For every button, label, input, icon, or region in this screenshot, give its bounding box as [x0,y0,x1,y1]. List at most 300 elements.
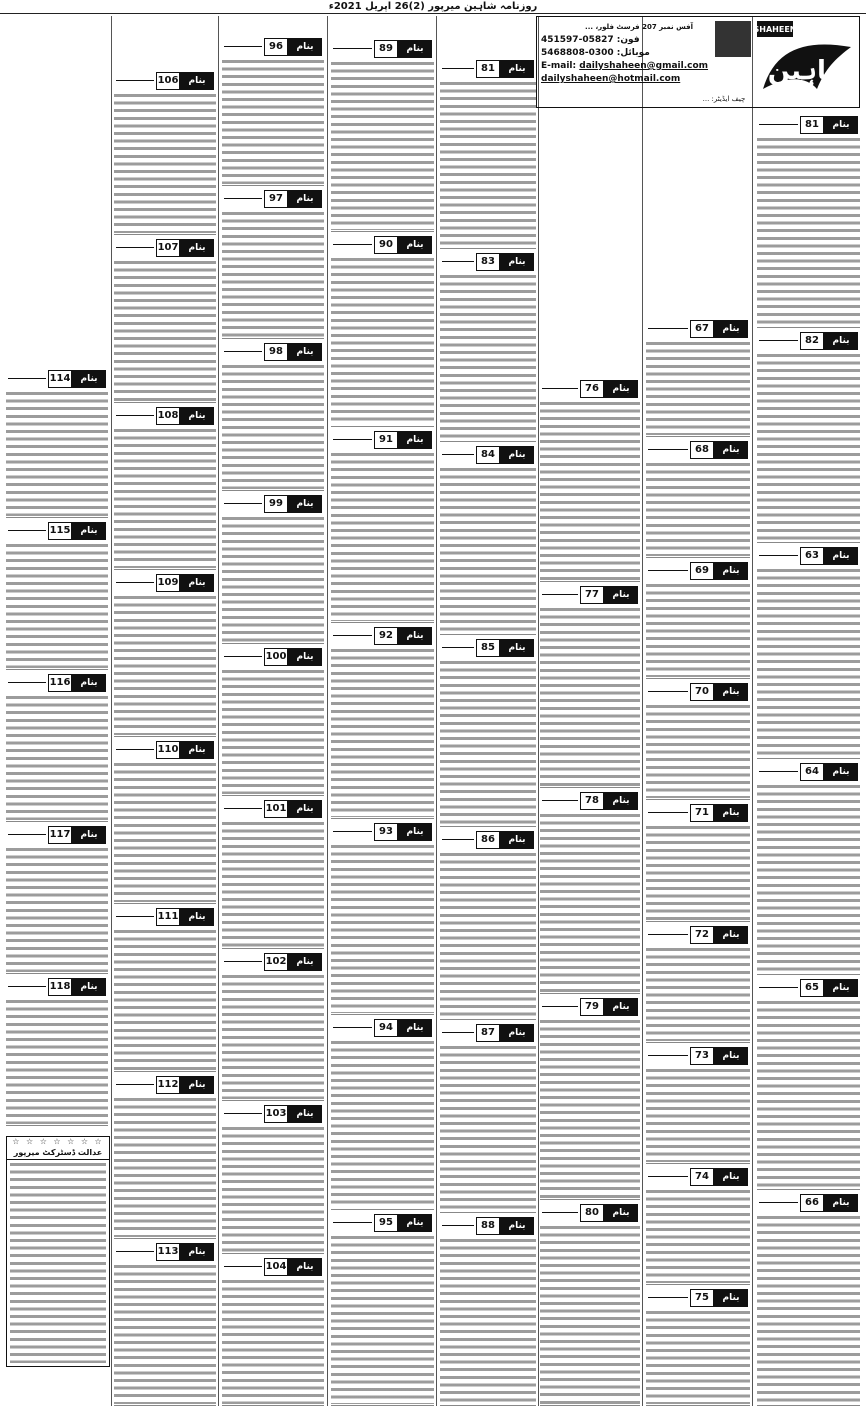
item-label: بنام [398,823,432,841]
item-header-rule [224,351,262,352]
item-header [800,115,858,135]
news-item [222,34,324,186]
item-header [156,907,214,927]
item-number: 64 [800,763,824,781]
item-body-text [114,429,216,568]
item-header [580,997,638,1017]
office-line: آفس نمبر 207 فرسٹ فلور، ... [585,23,693,31]
item-header [264,189,322,209]
item-number: 89 [374,40,398,58]
item-body-text [440,82,536,247]
column-6 [222,16,324,1406]
news-item [222,339,324,491]
item-header-rule [116,415,154,416]
item-header [690,1046,748,1066]
item-label: بنام [288,190,322,208]
column-5 [331,16,434,1406]
item-label: بنام [824,1194,858,1212]
news-item [646,316,750,437]
item-number: 110 [156,741,180,759]
item-header-rule [333,439,372,440]
item-body-text [646,1069,750,1162]
item-number: 102 [264,953,288,971]
item-header [580,791,638,811]
item-label: بنام [714,1289,748,1307]
item-header-rule [759,124,798,125]
news-item [331,427,434,623]
item-header [156,71,214,91]
item-header-rule [442,1032,474,1033]
item-header-rule [442,261,474,262]
notice-title: عدالت ڈسٹرکٹ میرپور [7,1146,109,1160]
item-body-text [222,212,324,336]
phone-number: 05827-451597 [541,35,614,45]
item-header [580,585,638,605]
item-label: بنام [714,562,748,580]
item-body-text [6,392,108,516]
item-header [800,978,858,998]
item-body-text [440,661,536,826]
item-header [476,830,534,850]
item-body-text [114,596,216,735]
item-header [264,647,322,667]
news-item [6,366,108,518]
item-header-rule [333,1222,372,1223]
item-header [476,252,534,272]
item-header-rule [648,934,688,935]
svg-text:SHAHEEN: SHAHEEN [753,25,797,34]
item-number: 87 [476,1024,500,1042]
item-header-rule [116,749,154,750]
news-item [114,737,216,904]
item-number: 72 [690,926,714,944]
item-number: 92 [374,627,398,645]
item-separator [331,1405,434,1406]
item-header [690,440,748,460]
item-body-text [331,258,434,426]
item-header [690,1288,748,1308]
item-body-text [757,569,860,757]
item-label: بنام [500,639,534,657]
item-body-text [440,1046,536,1211]
item-header-rule [8,530,46,531]
item-header-rule [759,771,798,772]
item-header [264,799,322,819]
item-number: 85 [476,639,500,657]
item-label: بنام [72,978,106,996]
news-item [6,822,108,974]
item-header-rule [648,812,688,813]
item-separator [114,1405,216,1406]
item-number: 66 [800,1194,824,1212]
item-label: بنام [604,792,638,810]
news-item [114,68,216,235]
item-label: بنام [714,320,748,338]
item-label: بنام [604,1204,638,1222]
news-item [114,235,216,402]
item-header [264,1104,322,1124]
item-header [690,803,748,823]
item-number: 84 [476,446,500,464]
item-body-text [540,608,640,786]
item-header-rule [333,635,372,636]
news-item [540,376,640,582]
item-header [690,319,748,339]
item-number: 95 [374,1214,398,1232]
item-label: بنام [604,380,638,398]
item-label: بنام [398,1214,432,1232]
email-1[interactable]: dailyshaheen@gmail.com [579,61,709,71]
shaheen-logo [755,19,857,105]
item-body-text [331,1041,434,1209]
item-label: بنام [714,926,748,944]
item-header-rule [442,68,474,69]
item-header-rule [542,388,578,389]
item-header [690,925,748,945]
news-item [440,56,536,249]
news-item [440,442,536,635]
news-item [646,800,750,921]
news-item [757,543,860,759]
item-header-rule [333,1027,372,1028]
item-body-text [114,1098,216,1237]
email-label: E-mail: [541,61,577,71]
news-item [646,922,750,1043]
item-body-text [757,138,860,326]
item-header [264,37,322,57]
item-header [48,521,106,541]
item-label: بنام [824,979,858,997]
item-header-rule [759,340,798,341]
item-separator [757,1405,860,1406]
item-number: 74 [690,1168,714,1186]
item-label: بنام [398,236,432,254]
item-header-rule [116,247,154,248]
dateline: روزنامہ شاہین میرپور (2)26 اپریل 2021ء [328,1,538,12]
item-header [264,1257,322,1277]
news-item [540,788,640,994]
item-separator [6,1125,108,1126]
item-header [476,1023,534,1043]
item-body-text [440,468,536,633]
item-header [156,740,214,760]
item-header-rule [542,1006,578,1007]
item-body-text [540,1020,640,1198]
item-label: بنام [604,586,638,604]
item-label: بنام [714,1047,748,1065]
item-header [374,430,432,450]
item-number: 112 [156,1076,180,1094]
news-item [114,1239,216,1406]
item-label: بنام [824,332,858,350]
item-number: 68 [690,441,714,459]
item-header [690,561,748,581]
item-header-rule [542,800,578,801]
item-label: بنام [824,763,858,781]
news-item [757,112,860,328]
item-body-text [222,670,324,794]
news-item [540,1200,640,1406]
item-label: بنام [714,683,748,701]
item-header-rule [224,503,262,504]
item-header-rule [648,328,688,329]
item-header-rule [648,1176,688,1177]
item-header-rule [116,916,154,917]
item-header [800,762,858,782]
item-number: 77 [580,586,604,604]
item-number: 86 [476,831,500,849]
notice-stars: ☆ ☆ ☆ ☆ ☆ ☆ ☆ [12,1137,104,1146]
item-label: بنام [714,804,748,822]
news-item [540,994,640,1200]
item-label: بنام [824,116,858,134]
item-number: 115 [48,522,72,540]
item-label: بنام [180,1076,214,1094]
item-header-rule [333,831,372,832]
item-header [580,379,638,399]
item-header [374,235,432,255]
item-label: بنام [288,953,322,971]
item-number: 116 [48,674,72,692]
news-item [222,1101,324,1253]
item-number: 99 [264,495,288,513]
item-label: بنام [288,1258,322,1276]
item-header [800,1193,858,1213]
item-label: بنام [288,1105,322,1123]
column-3 [540,16,640,1406]
item-body-text [540,1226,640,1404]
item-header-rule [542,1212,578,1213]
item-number: 67 [690,320,714,338]
item-number: 71 [690,804,714,822]
news-item [222,796,324,948]
item-label: بنام [288,343,322,361]
news-item [757,1190,860,1406]
item-body-text [331,62,434,230]
column-1 [757,16,860,1406]
item-header [48,977,106,997]
item-body-text [757,1001,860,1189]
item-header-rule [224,961,262,962]
item-header [476,59,534,79]
item-number: 118 [48,978,72,996]
item-number: 80 [580,1204,604,1222]
item-number: 106 [156,72,180,90]
item-body-text [757,1216,860,1404]
item-body-text [6,696,108,820]
item-header [48,825,106,845]
news-item [6,974,108,1126]
item-label: بنام [714,1168,748,1186]
item-header-rule [224,656,262,657]
item-header [264,342,322,362]
item-label: بنام [398,1019,432,1037]
item-header-rule [648,1055,688,1056]
item-body-text [222,822,324,946]
newspaper-page [6,16,860,1406]
item-header-rule [8,834,46,835]
item-body-text [646,1311,750,1404]
item-label: بنام [714,441,748,459]
item-body-text [222,1127,324,1251]
item-header [580,1203,638,1223]
news-item [331,232,434,428]
item-body-text [646,1190,750,1283]
email-2[interactable]: dailyshaheen@hotmail.com [541,74,681,84]
item-body-text [646,826,750,919]
item-label: بنام [180,72,214,90]
news-item [646,1285,750,1406]
news-item [646,558,750,679]
item-label: بنام [72,826,106,844]
item-label: بنام [500,831,534,849]
item-header-rule [333,48,372,49]
item-number: 75 [690,1289,714,1307]
news-item [646,1043,750,1164]
masthead-photo [715,21,751,57]
item-header-rule [224,198,262,199]
item-body-text [6,544,108,668]
item-header [156,1075,214,1095]
item-body-text [114,763,216,902]
item-body-text [6,1000,108,1124]
item-header [156,238,214,258]
item-header-rule [224,1113,262,1114]
item-separator [540,1405,640,1406]
item-number: 81 [800,116,824,134]
item-header-rule [224,46,262,47]
item-label: بنام [398,40,432,58]
news-item [757,759,860,975]
item-label: بنام [288,495,322,513]
masthead [536,16,860,108]
mobile-number: 0300-5468808 [541,48,614,58]
item-header-rule [648,449,688,450]
column-2 [646,16,750,1406]
news-item [646,1164,750,1285]
item-body-text [331,845,434,1013]
item-label: بنام [180,908,214,926]
item-number: 113 [156,1243,180,1261]
item-body-text [222,517,324,641]
item-label: بنام [500,1024,534,1042]
news-item [440,827,536,1020]
item-header [374,822,432,842]
news-item [757,975,860,1191]
item-header-rule [224,808,262,809]
item-body-text [646,584,750,677]
news-item [6,518,108,670]
item-header-rule [8,986,46,987]
news-item [440,1020,536,1213]
item-body-text [114,930,216,1069]
item-header [156,406,214,426]
news-item [440,1213,536,1406]
court-notice [6,1136,110,1367]
item-number: 94 [374,1019,398,1037]
item-number: 70 [690,683,714,701]
item-header-rule [116,80,154,81]
item-number: 117 [48,826,72,844]
item-label: بنام [824,547,858,565]
item-header-rule [116,1084,154,1085]
item-body-text [440,853,536,1018]
item-number: 114 [48,370,72,388]
item-body-text [331,1236,434,1404]
news-item [114,403,216,570]
item-header-rule [442,647,474,648]
item-number: 69 [690,562,714,580]
item-separator [222,1405,324,1406]
item-header [690,1167,748,1187]
item-body-text [540,402,640,580]
news-item [646,679,750,800]
item-header-rule [8,378,46,379]
item-label: بنام [398,627,432,645]
item-body-text [114,1265,216,1404]
item-number: 65 [800,979,824,997]
item-body-text [646,342,750,435]
item-header [374,626,432,646]
item-header-rule [442,839,474,840]
item-number: 96 [264,38,288,56]
item-header [374,39,432,59]
item-body-text [222,1280,324,1404]
item-header [690,682,748,702]
item-number: 111 [156,908,180,926]
item-number: 63 [800,547,824,565]
news-item [331,36,434,232]
phone-label: فون: [616,35,640,45]
item-header-rule [648,1297,688,1298]
item-separator [440,1405,536,1406]
item-number: 103 [264,1105,288,1123]
item-header [48,673,106,693]
item-header [476,445,534,465]
item-number: 79 [580,998,604,1016]
item-body-text [114,261,216,400]
item-number: 78 [580,792,604,810]
item-header [48,369,106,389]
news-item [222,644,324,796]
news-item [331,623,434,819]
item-label: بنام [500,1217,534,1235]
item-number: 76 [580,380,604,398]
news-item [540,582,640,788]
item-body-text [222,365,324,489]
news-item [331,1015,434,1211]
news-item [114,904,216,1071]
item-number: 90 [374,236,398,254]
item-number: 97 [264,190,288,208]
item-body-text [646,705,750,798]
item-body-text [331,649,434,817]
item-number: 81 [476,60,500,78]
news-item [331,819,434,1015]
news-item [222,186,324,338]
item-number: 107 [156,239,180,257]
item-separator [646,1405,750,1406]
item-number: 88 [476,1217,500,1235]
item-body-text [222,60,324,184]
item-number: 108 [156,407,180,425]
item-label: بنام [72,370,106,388]
item-header-rule [333,244,372,245]
item-header-rule [759,987,798,988]
item-header-rule [759,555,798,556]
news-item [222,949,324,1101]
item-number: 91 [374,431,398,449]
